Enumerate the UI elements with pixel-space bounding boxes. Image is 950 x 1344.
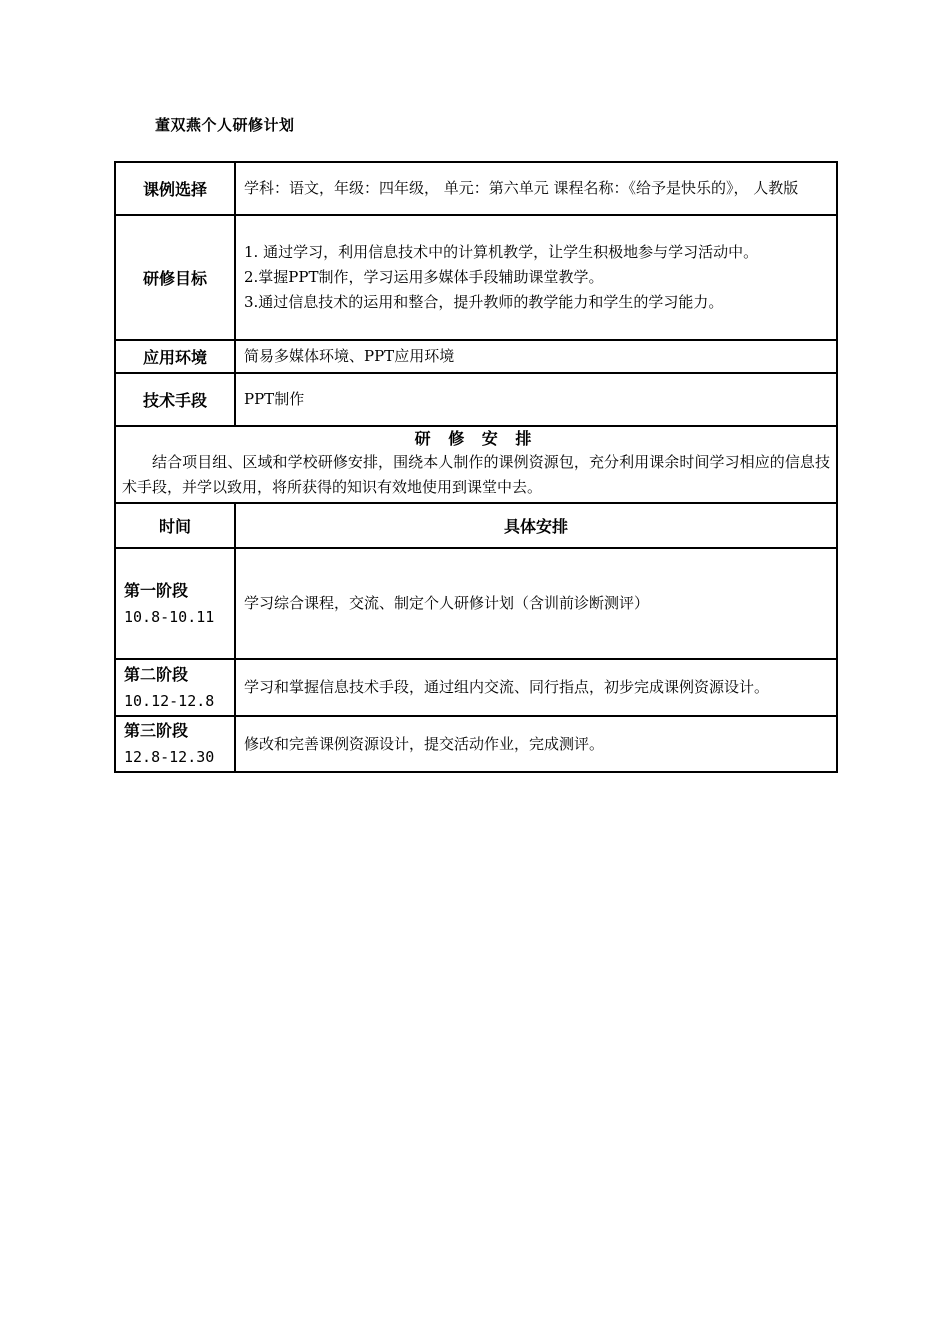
goal-item: 3.通过信息技术的运用和整合，提升教师的教学能力和学生的学习能力。 xyxy=(244,293,724,311)
schedule-header-row xyxy=(115,503,837,548)
stage-plan: 学习综合课程，交流、制定个人研修计划（含训前诊断测评） xyxy=(235,548,837,659)
label-technique: 技术手段 xyxy=(115,373,235,426)
row-environment xyxy=(115,340,837,373)
goal-item: 2.掌握PPT制作，学习运用多媒体手段辅助课堂教学。 xyxy=(244,268,604,286)
value-environment: 简易多媒体环境、PPT应用环境 xyxy=(235,340,837,373)
stage-time xyxy=(115,548,235,659)
plan-table xyxy=(114,161,838,773)
row-technique xyxy=(115,373,837,426)
stage-name: 第三阶段 xyxy=(124,721,189,740)
row-schedule-intro xyxy=(115,426,837,503)
stage-name: 第一阶段 xyxy=(124,580,189,600)
column-header-time: 时间 xyxy=(115,503,235,548)
stage-date: 10.12-12.8 xyxy=(124,691,215,710)
stage-time xyxy=(115,659,235,716)
stage-plan: 修改和完善课例资源设计，提交活动作业，完成测评。 xyxy=(235,716,837,772)
stage-name: 第二阶段 xyxy=(124,664,189,684)
schedule-intro: 结合项目组、区域和学校研修安排，围绕本人制作的课例资源包，充分利用课余时间学习相应的信息技术手段，并学以致用，将所获得的知识有效地使用到课堂中去。 xyxy=(122,453,830,496)
stage-time xyxy=(115,716,235,772)
stage-plan: 学习和掌握信息技术手段，通过组内交流、同行指点，初步完成课例资源设计。 xyxy=(235,659,837,716)
stage-date: 12.8-12.30 xyxy=(124,748,215,766)
label-environment: 应用环境 xyxy=(115,340,235,373)
value-lesson-choice: 学科：语文，年级：四年级， 单元：第六单元 课程名称：《给予是快乐的》， 人教版 xyxy=(235,162,837,215)
stage-date: 10.8-10.11 xyxy=(124,607,215,626)
document-title: 董双燕个人研修计划 xyxy=(155,116,295,134)
label-lesson-choice: 课例选择 xyxy=(115,162,235,215)
schedule-heading: 研 修 安 排 xyxy=(414,429,538,448)
row-lesson-choice xyxy=(115,162,837,215)
label-goals: 研修目标 xyxy=(115,215,235,340)
stage-row-3 xyxy=(115,716,837,772)
stage-row-2 xyxy=(115,659,837,716)
value-technique: PPT制作 xyxy=(235,373,837,426)
goal-item: 1. 通过学习，利用信息技术中的计算机教学，让学生积极地参与学习活动中。 xyxy=(244,243,759,261)
schedule-intro-cell xyxy=(115,426,837,503)
stage-row-1 xyxy=(115,548,837,659)
row-goals xyxy=(115,215,837,340)
column-header-plan: 具体安排 xyxy=(235,503,837,548)
value-goals xyxy=(235,215,837,340)
